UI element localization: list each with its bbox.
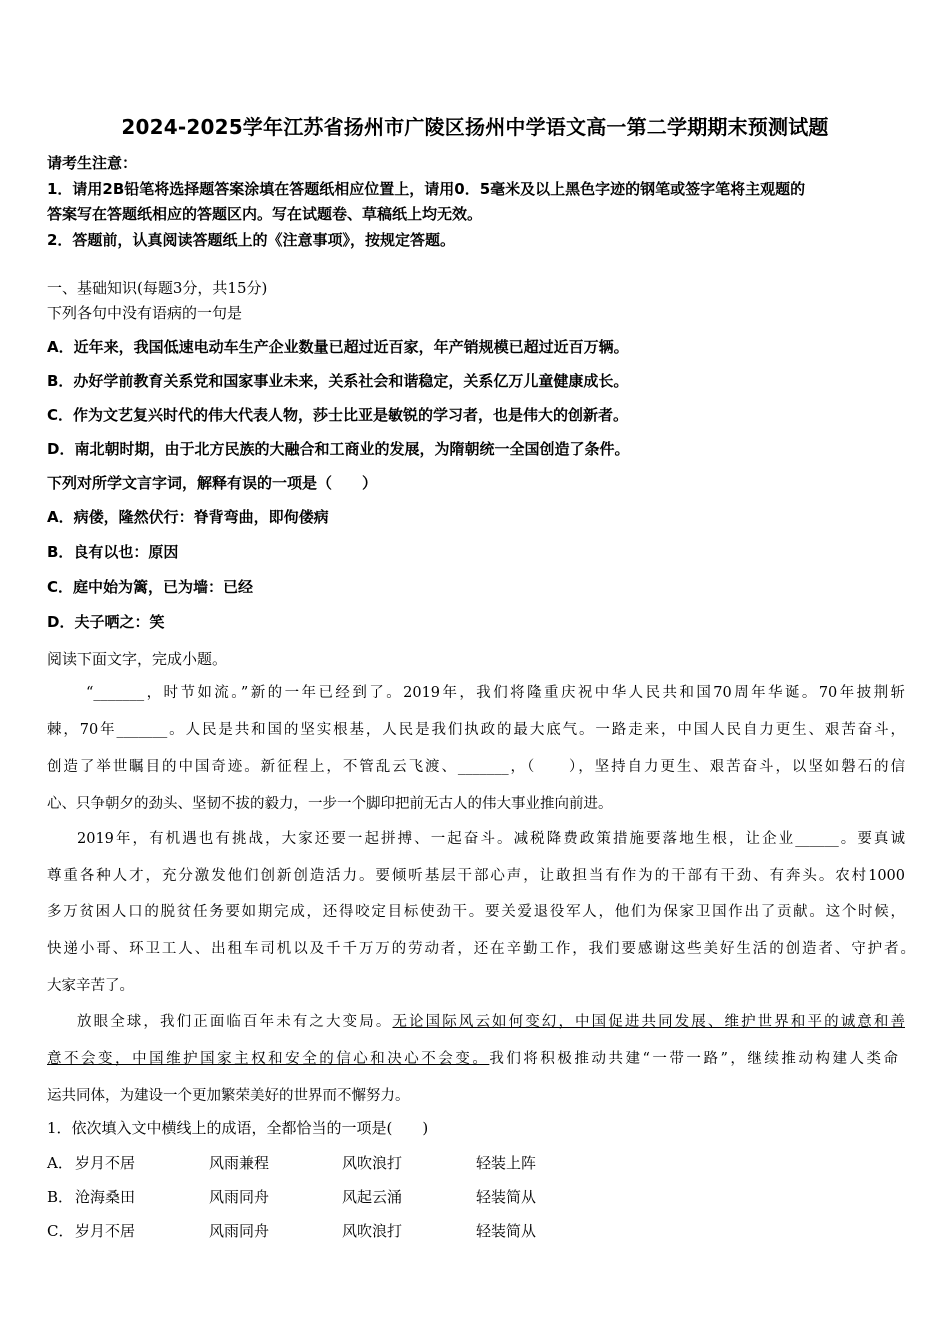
notice-item-1-line-2: 答案写在答题纸相应的答题区内。写在试题卷、草稿纸上均无效。 <box>47 205 483 223</box>
passage-line: “_______，时节如流。”新的一年已经到了。2019年，我们将隆重庆祝中华人民共和国70周年华诞。70年披荆斩 <box>86 685 905 701</box>
option-a-item: 轻装上阵 <box>476 1154 537 1172</box>
option-b: B．办好学前教育关系党和国家事业未来，关系社会和谐稳定，关系亿万儿童健康成长。 <box>47 372 629 390</box>
option-c-letter: C． <box>47 1222 74 1240</box>
option-c-item: 岁月不居 <box>75 1222 136 1240</box>
passage-line: 2019年，有机遇也有挑战，大家还要一起拼搏、一起奋斗。减税降费政策措施要落地生根，让企业______。要真诚 <box>77 831 905 847</box>
passage-line: 多万贫困人口的脱贫任务要如期完成，还得咬定目标使劲干。要关爱退役军人，他们为保家卫国作出了贡献。这个时候， <box>47 904 905 920</box>
option-c: C．庭中始为篱，已为墙：已经 <box>47 578 254 596</box>
option-b-letter: B． <box>47 1188 74 1206</box>
underlined-sentence: 意不会变，中国维护国家主权和安全的信心和决心不会变。 <box>47 1051 490 1067</box>
passage-line <box>47 1047 898 1068</box>
question-stem: 1．依次填入文中横线上的成语，全都恰当的一项是( ) <box>47 1119 429 1137</box>
passage-line: 快递小哥、环卫工人、出租车司机以及千千万万的劳动者，还在辛勤工作，我们要感谢这些美好生活的创造者、守护者。 <box>47 941 915 957</box>
question-stem: 下列各句中没有语病的一句是 <box>47 304 243 322</box>
option-b-item: 轻装简从 <box>476 1188 537 1206</box>
option-a-item: 岁月不居 <box>75 1154 136 1172</box>
option-d: D．南北朝时期，由于北方民族的大融合和工商业的发展，为隋朝统一全国创造了条件。 <box>47 440 630 458</box>
passage-line: 尊重各种人才，充分激发他们创新创造活力。要倾听基层干部心声，让敢担当有作为的干部有干劲、有奔头。农村1000 <box>47 868 905 884</box>
section-heading: 一、基础知识(每题3分，共15分) <box>47 279 268 297</box>
option-b: B．良有以也：原因 <box>47 543 179 561</box>
option-c: C．作为文艺复兴时代的伟大代表人物，莎士比亚是敏锐的学习者，也是伟大的创新者。 <box>47 406 629 424</box>
reading-instruction: 阅读下面文字，完成小题。 <box>47 650 228 668</box>
option-c-item: 轻装简从 <box>476 1222 537 1240</box>
passage-line: 运共同体，为建设一个更加繁荣美好的世界而不懈努力。 <box>47 1088 410 1104</box>
option-c-item: 风吹浪打 <box>342 1222 403 1240</box>
passage-line: 心、只争朝夕的劲头、坚韧不拔的毅力，一步一个脚印把前无古人的伟大事业推向前进。 <box>47 796 613 812</box>
option-a-letter: A． <box>47 1154 73 1172</box>
notice-heading: 请考生注意： <box>47 154 138 172</box>
passage-text: 放眼全球，我们正面临百年未有之大变局。 <box>77 1014 393 1030</box>
page-title: 2024-2025学年江苏省扬州市广陵区扬州中学语文高一第二学期期末预测试题 <box>121 115 829 139</box>
underlined-sentence: 无论国际风云如何变幻，中国促进共同发展、维护世界和平的诚意和善 <box>392 1014 905 1030</box>
passage-line: 大家辛苦了。 <box>47 978 134 994</box>
option-c-item: 风雨同舟 <box>209 1222 270 1240</box>
passage-line: 创造了举世瞩目的中国奇迹。新征程上，不管乱云飞渡、_______，（ ），坚持自力更生、艰苦奋斗，以坚如磐石的信 <box>47 759 905 775</box>
notice-item-1-line-1: 1．请用2B铅笔将选择题答案涂填在答题纸相应位置上，请用0．5毫米及以上黑色字迹的钢笔或签字笔将主观题的 <box>47 180 806 198</box>
option-b-item: 风雨同舟 <box>209 1188 270 1206</box>
option-a-item: 风雨兼程 <box>209 1154 270 1172</box>
question-stem: 下列对所学文言字词，解释有误的一项是（ ） <box>47 474 378 492</box>
option-a: A．病偻，隆然伏行：脊背弯曲，即佝偻病 <box>47 508 329 526</box>
passage-line: 棘，70年_______。人民是共和国的坚实根基，人民是我们执政的最大底气。一路走来，中国人民自力更生、艰苦奋斗， <box>47 722 905 738</box>
option-a: A．近年来，我国低速电动车生产企业数量已超过近百家，年产销规模已超过近百万辆。 <box>47 338 629 356</box>
passage-line <box>77 1010 905 1031</box>
option-b-item: 风起云涌 <box>342 1188 403 1206</box>
passage-text: 我们将积极推动共建“一带一路”，继续推动构建人类命 <box>489 1051 899 1067</box>
option-d: D．夫子哂之：笑 <box>47 613 165 631</box>
notice-item-2: 2．答题前，认真阅读答题纸上的《注意事项》，按规定答题。 <box>47 231 455 249</box>
option-b-item: 沧海桑田 <box>75 1188 136 1206</box>
option-a-item: 风吹浪打 <box>342 1154 403 1172</box>
